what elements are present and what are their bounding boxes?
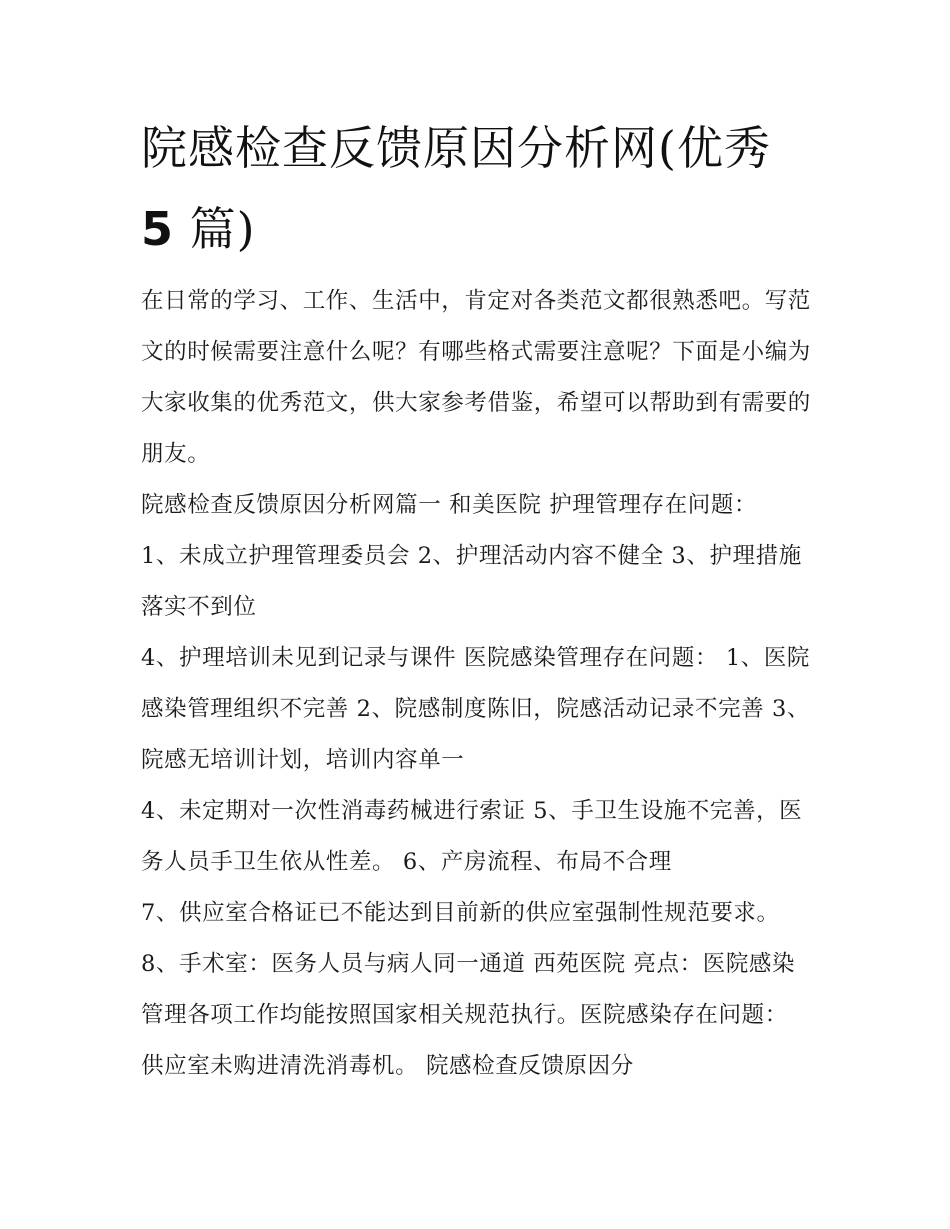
section-heading-paragraph: 院感检查反馈原因分析网篇一 和美医院 护理管理存在问题： [141, 492, 758, 518]
title-number: 5 [141, 202, 175, 256]
nursing-issues-paragraph: 1、未成立护理管理委员会 2、护理活动内容不健全 3、护理措施落实不到位 [141, 543, 802, 620]
infection-issues-paragraph: 4、护理培训未见到记录与课件 医院感染管理存在问题： 1、医院感染管理组织不完善 2、院感制度陈旧，院感活动记录不完善 3、院感无培训计划，培训内容单一 [141, 645, 811, 773]
document-page [141, 108, 813, 1092]
title-line-2: 篇) [189, 202, 256, 256]
supply-room-paragraph: 7、供应室合格证已不能达到目前新的供应室强制性规范要求。 8、手术室：医务人员与病人同一通道 西苑医院 亮点：医院感染管理各项工作均能按照国家相关规范执行。医院感染存在问题： 供应室未购进清洗消毒机。 院感检查反馈原因分 [141, 900, 796, 1079]
document-title [141, 108, 813, 270]
disinfection-issues-paragraph: 4、未定期对一次性消毒药械进行索证 5、手卫生设施不完善，医务人员手卫生依从性差。 6、产房流程、布局不合理 [141, 798, 803, 875]
title-line-1: 院感检查反馈原因分析网(优秀 [141, 121, 771, 175]
document-body [141, 276, 813, 1092]
intro-paragraph: 在日常的学习、工作、生活中，肯定对各类范文都很熟悉吧。写范文的时候需要注意什么呢？有哪些格式需要注意呢？下面是小编为大家收集的优秀范文，供大家参考借鉴，希望可以帮助到有需要的朋友。 [141, 288, 811, 467]
